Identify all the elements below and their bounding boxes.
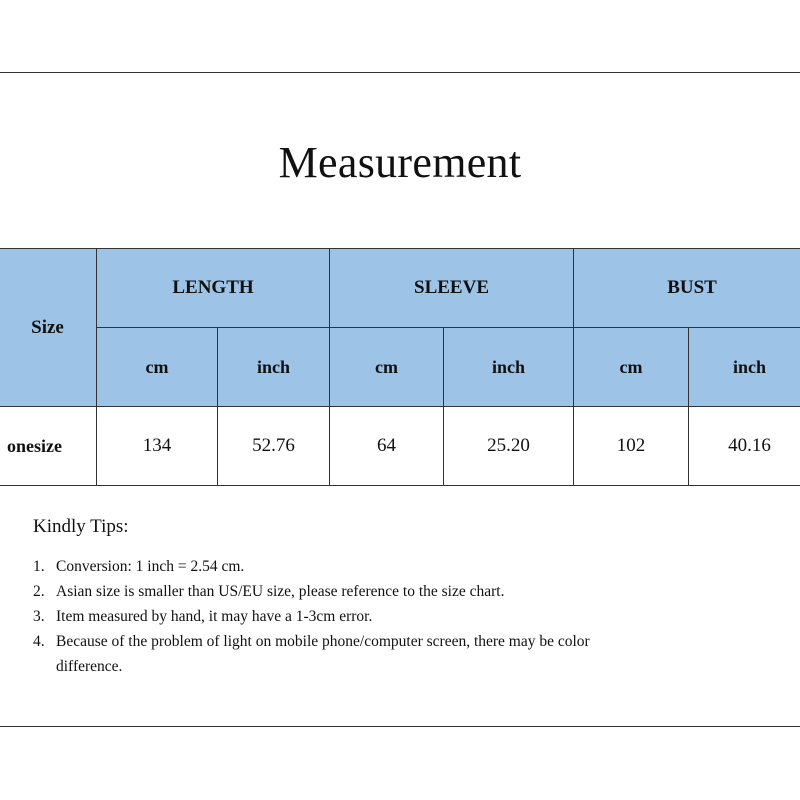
sleeve-cm-cell: 64 — [330, 407, 444, 486]
tips-list — [33, 554, 593, 679]
sleeve-inch-cell: 25.20 — [444, 407, 574, 486]
page-title: Measurement — [278, 138, 522, 187]
bottom-divider — [0, 726, 800, 727]
unit-header-sleeve-cm: cm — [330, 328, 444, 407]
list-item — [33, 604, 593, 629]
size-table — [0, 248, 800, 486]
bust-group-header: BUST — [574, 249, 800, 328]
sleeve-group-header: SLEEVE — [330, 249, 574, 328]
bust-inch-cell: 40.16 — [689, 407, 800, 486]
list-item — [33, 554, 593, 579]
unit-header-length-inch: inch — [218, 328, 330, 407]
length-inch-cell: 52.76 — [218, 407, 330, 486]
unit-header-length-cm: cm — [97, 328, 218, 407]
bust-cm-cell: 102 — [574, 407, 689, 486]
unit-header-bust-cm: cm — [574, 328, 689, 407]
tip-number: 2. — [33, 583, 45, 600]
tip-text: Asian size is smaller than US/EU size, please reference to the size chart. — [56, 583, 505, 600]
list-item — [33, 579, 593, 604]
table-row — [0, 407, 800, 486]
tip-number: 3. — [33, 608, 45, 625]
tip-number: 1. — [33, 558, 45, 575]
size-cell: onesize — [0, 407, 97, 486]
list-item — [33, 629, 593, 679]
tip-number: 4. — [33, 633, 45, 650]
tip-text: Conversion: 1 inch = 2.54 cm. — [56, 558, 245, 575]
tips-title: Kindly Tips: — [33, 516, 129, 537]
unit-header-sleeve-inch: inch — [444, 328, 574, 407]
unit-header-bust-inch: inch — [689, 328, 800, 407]
tip-text: Item measured by hand, it may have a 1-3cm error. — [56, 608, 373, 625]
length-group-header: LENGTH — [97, 249, 330, 328]
size-column-header: Size — [0, 249, 97, 407]
tips-section — [33, 516, 593, 679]
length-cm-cell: 134 — [97, 407, 218, 486]
top-divider — [0, 72, 800, 73]
tip-text: Because of the problem of light on mobile phone/computer screen, there may be color difference. — [56, 633, 590, 675]
